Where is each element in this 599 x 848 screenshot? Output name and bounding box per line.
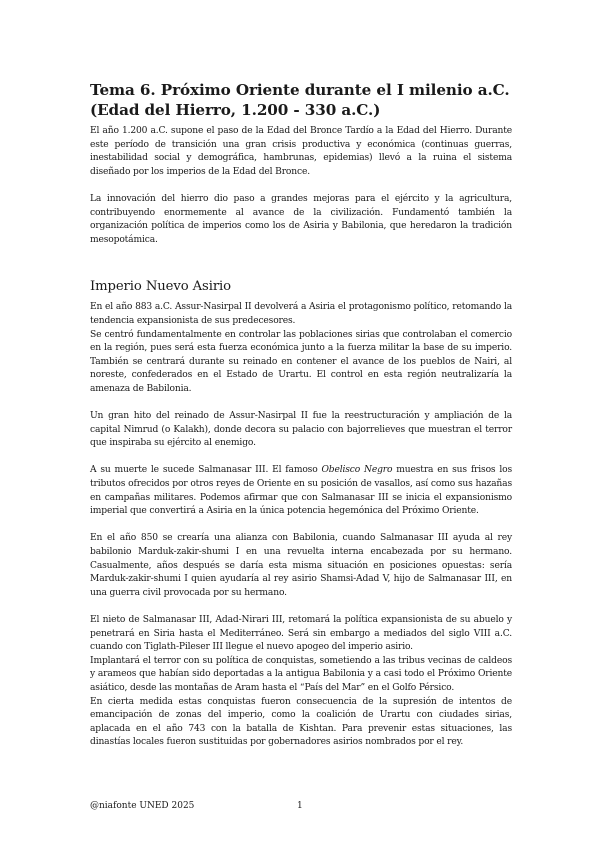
page-number: 1 <box>297 801 303 811</box>
paragraph-4-end: muestra en sus frisos los tributos ofrecidos por otros reyes de Oriente en su posición de vasallos, así como sus hazañas en campañas militares. Podemos afirmar que con Salmanasar III se inicia el expansionismo imperial que convertirá a Asiria en la única potencia hegemónica del Próximo Oriente. <box>90 465 513 517</box>
paragraph-1: En el año 883 a.C. Assur-Nasirpal II devolverá a Asiria el protagonismo político, retomando la tendencia expansionista de sus predecesores. <box>90 302 512 326</box>
page-title: Tema 6. Próximo Oriente durante el I milenio a.C. (Edad del Hierro, 1.200 - 330 a.C.) <box>90 81 510 119</box>
paragraph-4 <box>90 464 512 518</box>
paragraph-2: Se centró fundamentalmente en controlar las poblaciones sirias que controlaban el comercio en la región, pues será esta fuerza económica junto a la fuerza militar la base de su imperio. También se centrará durante su reinado en contener el avance de los pueblos de Nairi, al noreste, confederados en el Estado de Urartu. El control en esta región neutralizaría la amenaza de Babilonia. <box>90 329 512 394</box>
intro-paragraph-2: La innovación del hierro dio paso a grandes mejoras para el ejército y la agricultura, contribuyendo enormemente al avance de la civilización. Fundamentó también la organización política de imperios como los de Asiria y Babilonia, que heredaron la tradición mesopotámica. <box>90 193 512 245</box>
intro-paragraph-1: El año 1.200 a.C. supone el paso de la Edad del Bronce Tardío a la Edad del Hierro. Durante este período de transición una gran crisis productiva y económica (continuas guerras, inestabilidad social y demográfica, hambrunas, epidemias) llevó a la ruina el sistema diseñado por los imperios de la Edad del Bronce. <box>90 126 512 177</box>
document-page <box>90 80 512 750</box>
section-heading: Imperio Nuevo Asirio <box>90 279 232 295</box>
obelisco-negro-emphasis: Obelisco Negro <box>321 465 393 476</box>
paragraph-6: El nieto de Salmanasar III, Adad-Nirari III, retomará la política expansionista de su abuelo y penetrará en Siria hasta el Mediterráneo. Será sin embargo a mediados del siglo VIII a.C. cuando con Tiglath-Pileser III llegue el nuevo apogeo del imperio asirio. <box>90 615 512 653</box>
paragraph-4-start: A su muerte le sucede Salmanasar III. El famoso <box>90 465 322 476</box>
footer-author: @niafonte UNED 2025 <box>90 801 195 811</box>
paragraph-8: En cierta medida estas conquistas fueron consecuencia de la supresión de intentos de emancipación de zonas del imperio, como la coalición de Urartu con ciudades sirias, aplacada en el año 743 con la batalla de Kishtan. Para prevenir estas situaciones, las dinastías locales fueron sustituidas por gobernadores asirios nombrados por el rey. <box>90 696 512 748</box>
paragraph-3: Un gran hito del reinado de Assur-Nasirpal II fue la reestructuración y ampliación de la capital Nimrud (o Kalakh), donde decora su palacio con bajorrelieves que muestran el terror que inspiraba su ejército al enemigo. <box>90 411 512 449</box>
paragraph-5: En el año 850 se crearía una alianza con Babilonia, cuando Salmanasar III ayuda al rey babilonio Marduk-zakir-shumi I en una revuelta interna encabezada por su hermano. Casualmente, años después se daría esta misma situación en posiciones opuestas: sería Marduk-zakir-shumi I quien ayudaría al rey asirio Shamsi-Adad V, hijo de Salmanasar III, en una guerra civil provocada por su hermano. <box>90 533 512 598</box>
paragraph-7: Implantará el terror con su política de conquistas, sometiendo a las tribus vecinas de caldeos y arameos que habían sido deportadas a la antigua Babilonia y a casi todo el Próximo Oriente asiático, desde las montañas de Aram hasta el “País del Mar” en el Golfo Pérsico. <box>90 655 512 693</box>
